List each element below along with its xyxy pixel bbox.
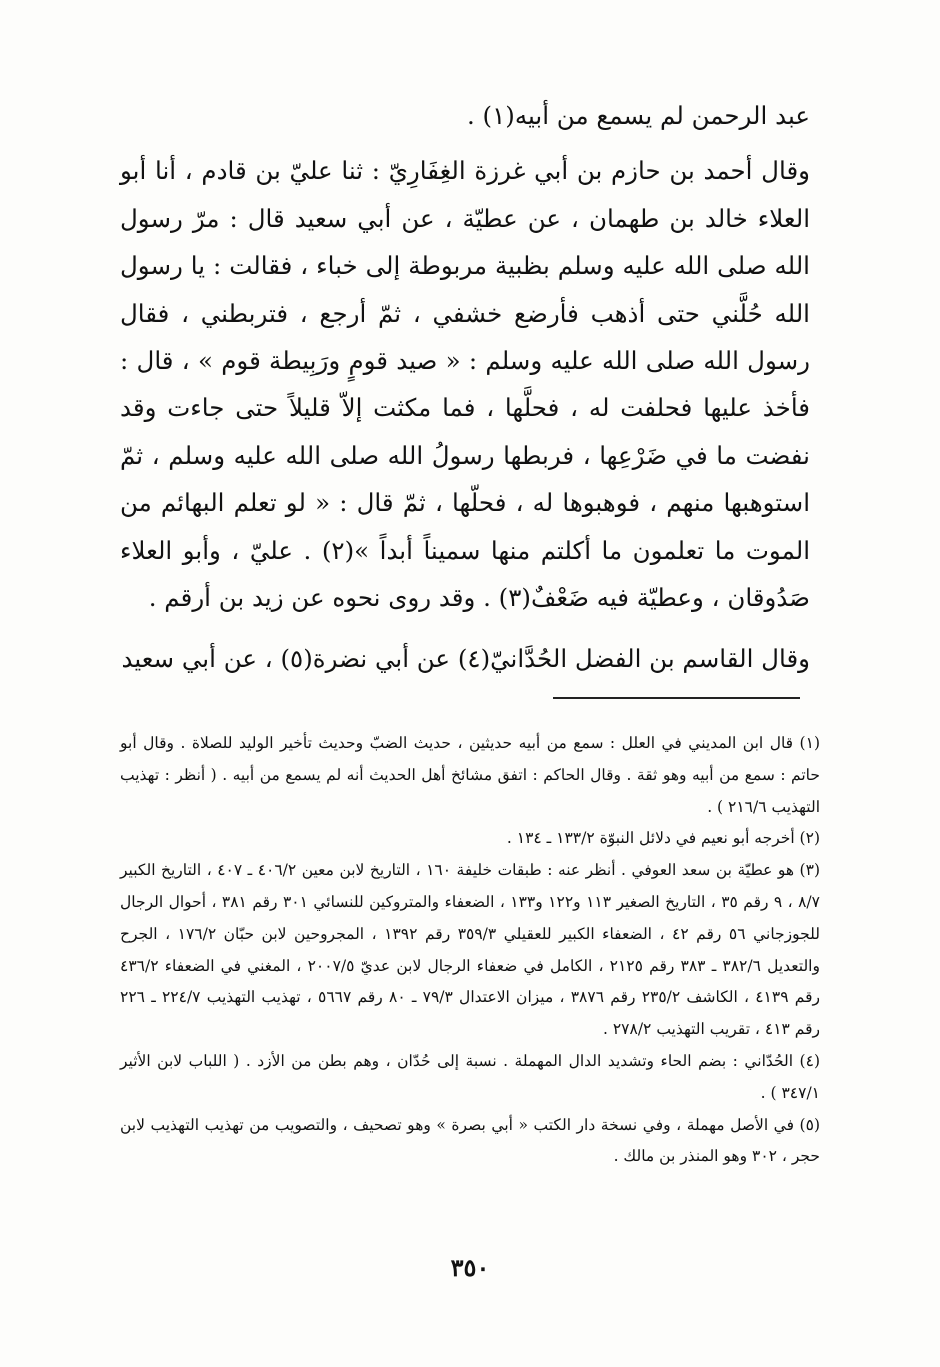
main-text (120, 92, 810, 683)
footnote-1: (١) قال ابن المديني في العلل : سمع من أبيه حديثين ، حديث الضبّ وحديث تأخير الوليد للصلاة . وقال أبو حاتم : سمع من أبيه وهو ثقة . وقال الحاكم : اتفق مشائخ أهل الحديث أنه لم يسمع من أبيه . ( أنظر : تهذيب التهذيب ٢١٦/٦ ) . (120, 734, 820, 816)
footnote-5: (٥) في الأصل مهملة ، وفي نسخة دار الكتب « أبي بصرة » وهو تصحيف ، والتصويب من تهذيب التهذيب لابن حجر ، ٣٠٢ وهو المنذر بن مالك . (120, 1115, 820, 1166)
footnote-4: (٤) الحُدّاني : بضم الحاء وتشديد الدال المهملة . نسبة إلى حُدّان ، وهم بطن من الأزد . ( اللباب لابن الأثير ٣٤٧/١ ) . (120, 1051, 820, 1102)
footnote-3: (٣) هو عطيّة بن سعد العوفي . أنظر عنه : طبقات خليفة ١٦٠ ، التاريخ لابن معين ٤٠٦/٢ ـ ٤٠٧ ، التاريخ الكبير ٨/٧ ، ٩ رقم ٣٥ ، التاريخ الصغير ١١٣ و١٢٢ و١٣٣ ، الضعفاء والمتروكين للنسائي ٣٠١ رقم ٣٨١ ، أحوال الرجال للجوزجاني ٥٦ رقم ٤٢ ، الضعفاء الكبير للعقيلي ٣٥٩/٣ رقم ١٣٩٢ ، المجروحين لابن حبّان ١٧٦/٢ ، الجرح والتعديل ٣٨٢/٦ ـ ٣٨٣ رقم ٢١٢٥ ، الكامل في ضعفاء الرجال لابن عديّ ٢٠٠٧/٥ ، المغني في الضعفاء ٤٣٦/٢ رقم ٤١٣٩ ، الكاشف ٢٣٥/٢ رقم ٣٨٧٦ ، ميزان الاعتدال ٧٩/٣ ـ ٨٠ رقم ٥٦٦٧ ، تهذيب التهذيب ٢٢٤/٧ ـ ٢٢٦ رقم ٤١٣ ، تقريب التهذيب ٢٧٨/٢ . (120, 861, 820, 1039)
paragraph-2: وقال أحمد بن حازم بن أبي غرزة الغِفَارِيّ : ثنا عليّ بن قادم ، أنا أبو العلاء خالد بن طهمان ، عن عطيّة ، عن أبي سعيد قال : مرّ رسول الله صلى الله عليه وسلم بظبية مربوطة إلى خباء ، فقالت : يا رسول الله حُلَّني حتى أذهب فأرضع خشفي ، ثمّ أرجع ، فتربطني ، فقال رسول الله صلى الله عليه وسلم : « صيد قومٍ ورَبِيطة قوم » ، قال : فأخذ عليها فحلفت له ، فحلَّها ، فما مكثت إلاّ قليلاً حتى جاءت وقد نفضت ما في ضَرْعِها ، فربطها رسولُ الله صلى الله عليه وسلم ، ثمّ استوهبها منهم ، فوهبوها له ، فحلّها ، ثمّ قال : « لو تعلم البهائم من الموت ما تعلمون ما أكلتم منها سميناً أبداً »(٢) . عليّ ، وأبو العلاء صَدُوقان ، وعطيّة فيه ضَعْفٌ(٣) . وقد روى نحوه عن زيد بن أرقم . (120, 156, 811, 613)
paragraph-3: وقال القاسم بن الفضل الحُدَّانيّ(٤) عن أبي نضرة(٥) ، عن أبي سعيد (121, 644, 810, 674)
paragraph-1: عبد الرحمن لم يسمع من أبيه(١) . (466, 101, 810, 130)
footnote-separator (553, 697, 800, 699)
footnotes (120, 728, 820, 1173)
page-number: ٣٥٠ (450, 1253, 490, 1282)
footnote-2: (٢) أخرجه أبو نعيم في دلائل النبوّة ١٣٣/٢ ـ ١٣٤ . (506, 829, 820, 848)
